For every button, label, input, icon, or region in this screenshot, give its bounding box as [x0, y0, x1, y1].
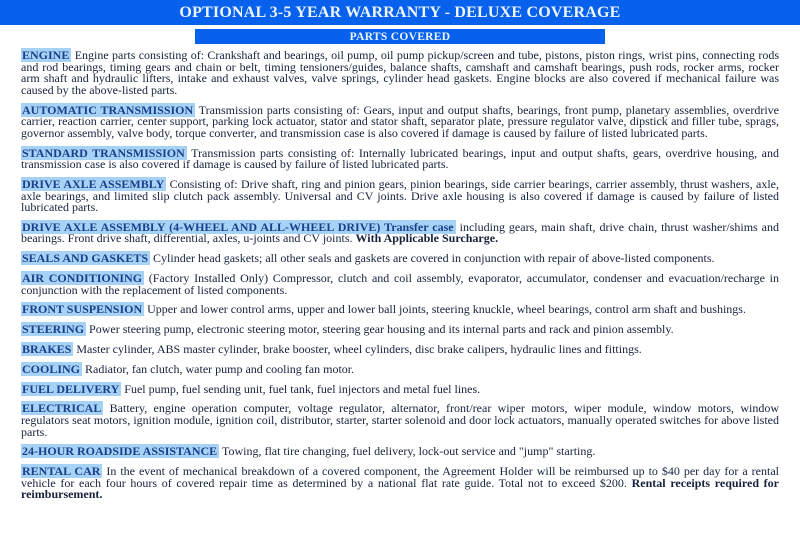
section-heading: RENTAL CAR [22, 464, 101, 479]
coverage-section [21, 446, 779, 458]
section-body: Power steering pump, electronic steering motor, steering gear housing and its internal parts and rack and pinion assembly. [89, 322, 674, 337]
section-heading: DRIVE AXLE ASSEMBLY [22, 176, 165, 191]
section-body: Transmission parts consisting of: Internally lubricated bearings, input and output shafts, gears, overdrive housing, and transmission case is also covered if damage is caused by failure of listed lubricated parts. [21, 145, 779, 172]
warranty-title: OPTIONAL 3-5 YEAR WARRANTY - DELUXE COVERAGE [179, 3, 621, 21]
coverage-section [21, 403, 779, 438]
section-heading: BRAKES [22, 341, 72, 356]
warranty-title-bar [0, 0, 800, 25]
section-body: Radiator, fan clutch, water pump and cooling fan motor. [85, 361, 355, 376]
section-heading: SEALS AND GASKETS [22, 251, 149, 266]
parts-covered-label: PARTS COVERED [349, 30, 451, 43]
section-body: Cylinder head gaskets; all other seals and gaskets are covered in conjunction with repair of above-listed components. [153, 251, 715, 266]
coverage-section [21, 273, 779, 296]
section-heading: AIR CONDITIONING [22, 271, 143, 286]
coverage-section [21, 381, 779, 396]
section-heading: DRIVE AXLE ASSEMBLY (4-WHEEL AND ALL-WHEEL DRIVE) Transfer case [22, 219, 454, 234]
section-body: Fuel pump, fuel sending unit, fuel tank, fuel injectors and metal fuel lines. [124, 381, 481, 396]
coverage-section [21, 102, 779, 140]
section-heading: ELECTRICAL [22, 401, 102, 416]
coverage-section [21, 466, 779, 501]
section-body: including gears, main shaft, drive chain, thrust washer/shims and bearings. Front drive shaft, differential, axles, u-joints and CV joints. [21, 219, 780, 246]
section-heading: COOLING [22, 361, 81, 376]
coverage-section [21, 253, 779, 265]
section-body: Transmission parts consisting of: Gears, input and output shafts, bearings, front pump, planetary assemblies, overdrive carrier, reaction carrier, center support, parking lock actuator, stator and stator shaft, separator plate, pressure regulator valve, dipstick and filler tube, sprags, governor assembly, valve body, torque converter, and transmission case is also covered if damage is caused by failure of listed lubricated parts. [21, 102, 779, 140]
section-body: Consisting of: Drive shaft, ring and pinion gears, pinion bearings, side carrier bearings, carrier assembly, thrust washers, axle, axle bearings, and limited slip clutch pack assembly. Universal and CV joints. Drive axle housing is also covered if damage is caused by failure of listed lubricated parts. [21, 176, 780, 215]
section-heading: STEERING [22, 322, 85, 337]
section-heading: 24-HOUR ROADSIDE ASSISTANCE [22, 444, 218, 459]
coverage-section [21, 361, 779, 376]
parts-covered-bar [195, 29, 605, 44]
coverage-section [21, 324, 779, 336]
section-heading: STANDARD TRANSMISSION [22, 145, 185, 160]
section-bold-note: Rental receipts required for reimbursement. [21, 475, 780, 502]
section-heading: ENGINE [22, 48, 70, 62]
section-body: Battery, engine operation computer, voltage regulator, alternator, front/rear wiper motors, wiper module, window motors, window regulators seat motors, ignition module, ignition coil, distributor, starter, starter solenoid and door lock actuators, manually operated switches for above listed parts. [21, 401, 779, 439]
coverage-section [21, 145, 779, 172]
section-heading: FUEL DELIVERY [22, 381, 120, 396]
coverage-section [21, 219, 780, 246]
coverage-section [21, 341, 779, 356]
section-body: Upper and lower control arms, upper and lower ball joints, steering knuckle, wheel bearings, control arm shaft and bushings. [147, 302, 746, 317]
coverage-section [21, 50, 779, 96]
coverage-section [21, 304, 779, 316]
coverage-list [0, 44, 800, 501]
section-bold-note: With Applicable Surcharge. [355, 231, 499, 246]
section-body: In the event of mechanical breakdown of a covered component, the Agreement Holder will be reimbursed up to $40 per day for a rental vehicle for each four hours of covered repair time as determined by a national flat rate guide. Total not to exceed $200. [21, 464, 779, 490]
section-body: Towing, flat tire changing, fuel delivery, lock-out service and "jump" starting. [221, 444, 596, 459]
section-heading: FRONT SUSPENSION [22, 302, 143, 317]
section-heading: AUTOMATIC TRANSMISSION [22, 102, 194, 117]
section-body: Engine parts consisting of: Crankshaft and bearings, oil pump, oil pump pickup/screen and tube, pistons, piston rings, wrist pins, connecting rods and rod bearings, timing gears and chain or belt, timing tensioners/guides, balance shafts, camshaft and camshaft bearings, push rods, rocker arms, rocker arm shaft and hydraulic lifters, intake and exhaust valves, valve springs, cylinder head gaskets. Engine blocks are also covered if mechanical failure was caused by the above-listed parts. [21, 48, 779, 97]
coverage-section [21, 176, 780, 215]
section-body: Master cylinder, ABS master cylinder, brake booster, wheel cylinders, disc brake calipers, hydraulic lines and fittings. [76, 341, 642, 356]
section-body: (Factory Installed Only) Compressor, clutch and coil assembly, evaporator, accumulator, condenser and evacuation/recharge in conjunction with the replacement of listed components. [21, 271, 780, 297]
